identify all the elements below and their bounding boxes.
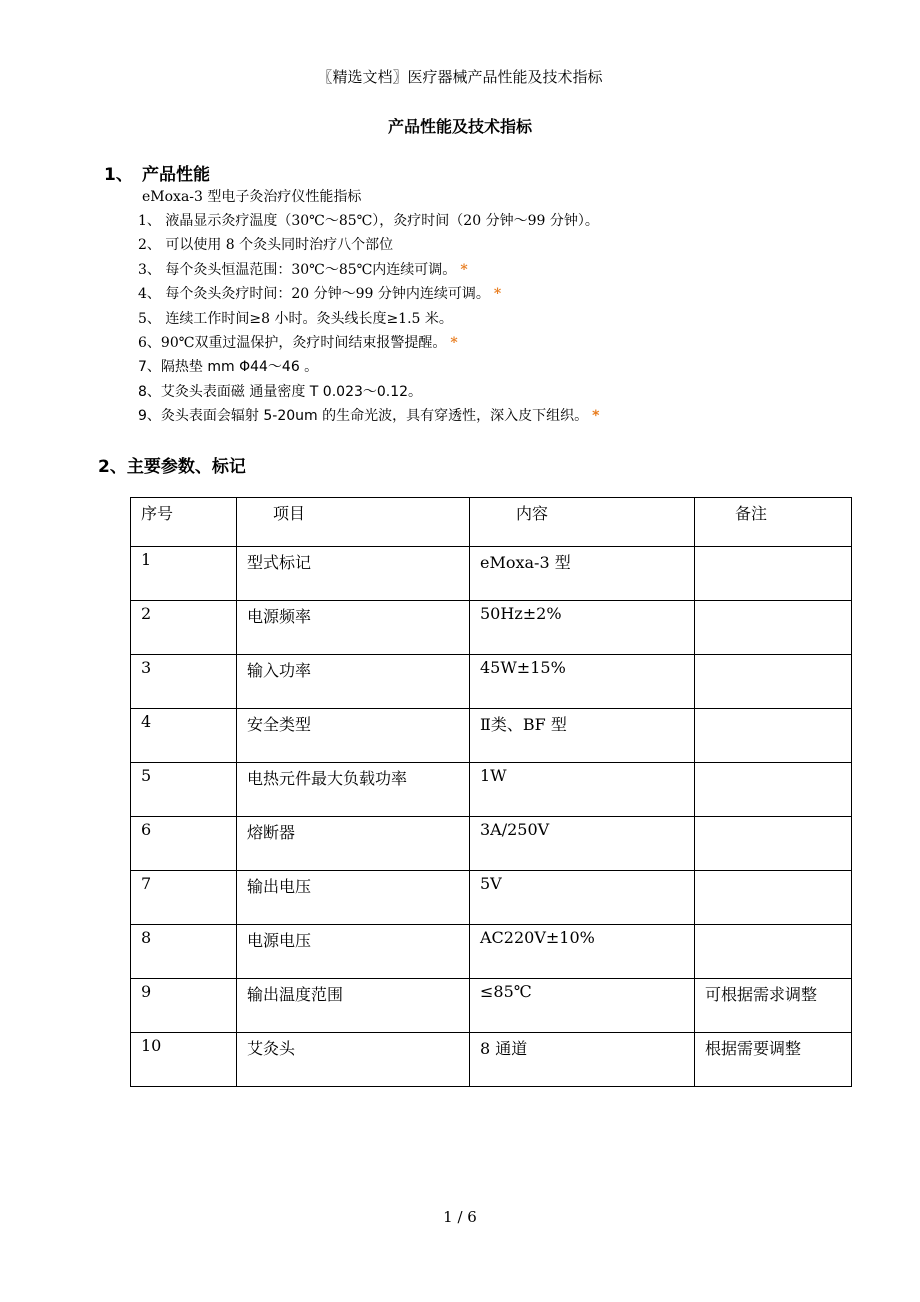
- table-row: [131, 709, 852, 763]
- column-header-item: 项目: [237, 498, 470, 547]
- cell-item: 熔断器: [237, 817, 470, 871]
- spec-item: [138, 258, 603, 282]
- spec-item: [138, 233, 603, 257]
- cell-index: 2: [131, 601, 237, 655]
- cell-remark: [695, 925, 852, 979]
- star-mark: *: [592, 408, 600, 425]
- page-number: 1 / 6: [443, 1208, 477, 1226]
- table-row: [131, 925, 852, 979]
- section1-subtitle: eMoxa-3 型电子灸治疗仪性能指标: [142, 189, 362, 205]
- cell-item: 输出电压: [237, 871, 470, 925]
- spec-item: [138, 355, 603, 379]
- table-row: [131, 1033, 852, 1087]
- column-header-index: 序号: [131, 498, 237, 547]
- cell-content: AC220V±10%: [470, 925, 695, 979]
- cell-remark: [695, 871, 852, 925]
- spec-item-text: 3、 每个灸头恒温范围：30℃～85℃内连续可调。: [138, 261, 457, 278]
- spec-item-text: 5、 连续工作时间≥8 小时。灸头线长度≥1.5 米。: [138, 310, 453, 327]
- cell-remark: 可根据需求调整: [695, 979, 852, 1033]
- spec-item-text: 2、 可以使用 8 个灸头同时治疗八个部位: [138, 237, 394, 254]
- table-row: [131, 547, 852, 601]
- table-header-row: [131, 498, 852, 547]
- spec-item-text: 7、隔热垫 mm Φ44～46 。: [138, 359, 319, 376]
- cell-index: 4: [131, 709, 237, 763]
- cell-remark: [695, 601, 852, 655]
- page-header: 〖精选文档〗医疗器械产品性能及技术指标: [317, 68, 603, 86]
- cell-content: 50Hz±2%: [470, 601, 695, 655]
- spec-item-text: 6、90℃双重过温保护，灸疗时间结束报警提醒。: [138, 334, 447, 351]
- column-header-remark: 备注: [695, 498, 852, 547]
- cell-item: 安全类型: [237, 709, 470, 763]
- spec-item: [138, 331, 603, 355]
- cell-remark: [695, 547, 852, 601]
- cell-index: 10: [131, 1033, 237, 1087]
- cell-content: 3A/250V: [470, 817, 695, 871]
- cell-content: eMoxa-3 型: [470, 547, 695, 601]
- cell-item: 型式标记: [237, 547, 470, 601]
- cell-item: 输出温度范围: [237, 979, 470, 1033]
- performance-list: [138, 209, 603, 429]
- spec-item: [138, 282, 603, 306]
- cell-content: Ⅱ类、BF 型: [470, 709, 695, 763]
- spec-item: [138, 404, 603, 428]
- cell-content: 45W±15%: [470, 655, 695, 709]
- table-row: [131, 979, 852, 1033]
- cell-index: 6: [131, 817, 237, 871]
- section1-number: 1、: [104, 165, 133, 185]
- cell-content: ≤85℃: [470, 979, 695, 1033]
- cell-index: 1: [131, 547, 237, 601]
- cell-content: 5V: [470, 871, 695, 925]
- cell-remark: [695, 763, 852, 817]
- spec-item: [138, 209, 603, 233]
- star-mark: *: [460, 261, 468, 278]
- document-title: 产品性能及技术指标: [387, 117, 532, 136]
- cell-item: 电源电压: [237, 925, 470, 979]
- cell-remark: 根据需要调整: [695, 1033, 852, 1087]
- cell-content: 8 通道: [470, 1033, 695, 1087]
- section1-heading: [104, 160, 210, 185]
- star-mark: *: [493, 286, 502, 303]
- spec-item: [138, 307, 603, 331]
- cell-remark: [695, 817, 852, 871]
- table-row: [131, 763, 852, 817]
- spec-item-text: 4、 每个灸头灸疗时间：20 分钟～99 分钟内连续可调。: [138, 286, 490, 303]
- table-row: [131, 655, 852, 709]
- parameters-table: [130, 497, 852, 1087]
- cell-index: 3: [131, 655, 237, 709]
- cell-content: 1W: [470, 763, 695, 817]
- cell-index: 9: [131, 979, 237, 1033]
- cell-index: 8: [131, 925, 237, 979]
- cell-item: 电热元件最大负载功率: [237, 763, 470, 817]
- spec-item: [138, 380, 603, 404]
- cell-item: 输入功率: [237, 655, 470, 709]
- spec-item-text: 9、灸头表面会辐射 5-20um 的生命光波，具有穿透性，深入皮下组织。: [138, 408, 589, 425]
- cell-index: 5: [131, 763, 237, 817]
- column-header-content: 内容: [470, 498, 695, 547]
- table-row: [131, 871, 852, 925]
- cell-remark: [695, 709, 852, 763]
- cell-item: 艾灸头: [237, 1033, 470, 1087]
- cell-item: 电源频率: [237, 601, 470, 655]
- spec-item-text: 8、艾灸头表面磁 通量密度 T 0.023～0.12。: [138, 383, 423, 400]
- star-mark: *: [450, 334, 458, 351]
- section2-heading: 2、主要参数、标记: [98, 457, 246, 477]
- cell-remark: [695, 655, 852, 709]
- cell-index: 7: [131, 871, 237, 925]
- table-row: [131, 601, 852, 655]
- section1-title: 产品性能: [142, 165, 210, 185]
- table-row: [131, 817, 852, 871]
- spec-item-text: 1、 液晶显示灸疗温度（30℃～85℃），灸疗时间（20 分钟～99 分钟）。: [138, 213, 599, 229]
